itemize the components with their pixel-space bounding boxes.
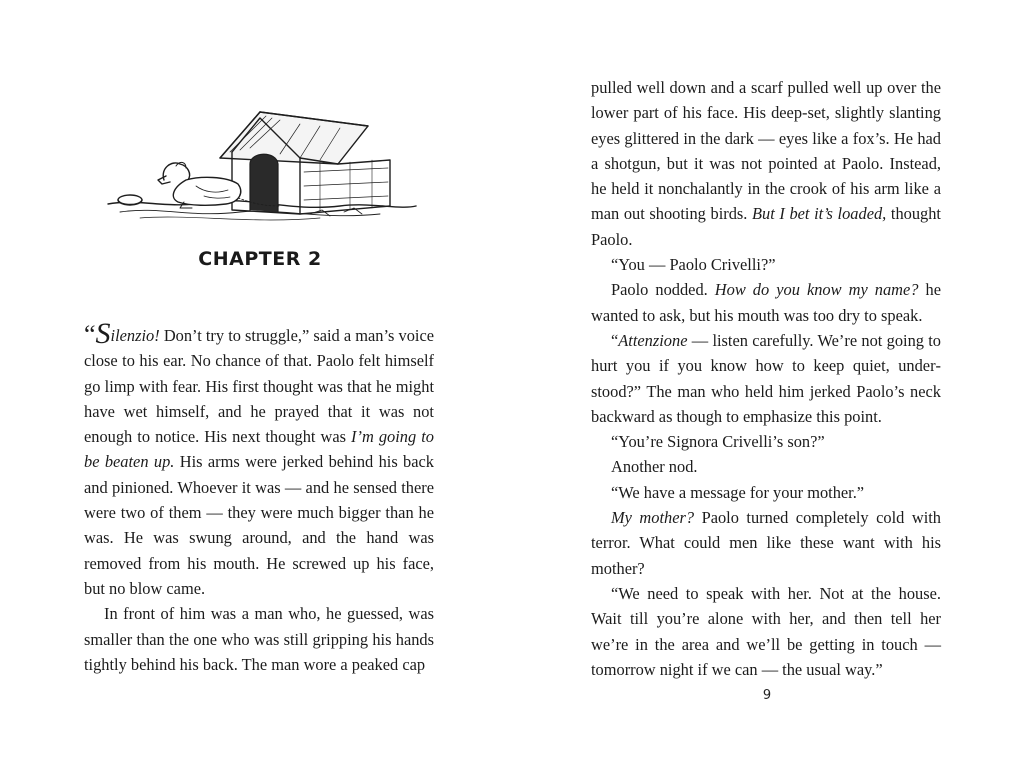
drop-cap-letter: S [95, 317, 111, 350]
paragraph-message: “We have a message for your mother.” [611, 482, 865, 502]
right-page-body [591, 75, 941, 682]
paragraph-2: In front of him was a man who, he guessed, was smaller than the one who was still gripping his hands tightly behind his back. The man wore a peaked cap [84, 604, 434, 674]
opening-italic-word: ilenzio! [110, 326, 160, 345]
italic-question: How do you know my name? [714, 280, 919, 300]
paragraph-attenzione [591, 328, 941, 429]
paragraph-another-nod: Another nod. [611, 457, 698, 477]
nodded-text: Paolo nodded. [611, 280, 715, 300]
right-page [512, 0, 1024, 762]
italic-attenzione: Attenzione [618, 330, 688, 350]
paragraph-signora: “You’re Signora Crivelli’s son?” [611, 432, 825, 452]
italic-my-mother: My mother? [611, 508, 695, 528]
left-page-body [84, 317, 434, 677]
doghouse-dog-illustration-icon [100, 102, 420, 230]
opening-text-1: Don’t try to struggle,” said a man’s voice close to his ear. No chance of that. Paolo felt himself go limp with fear. His first thought was that he might have wet himself, and he prayed that it was not enough to notice. His next thought was [84, 326, 434, 447]
nodded-text-end: he wanted to ask, but his mouth was too dry to speak. [591, 280, 942, 325]
chapter-heading: CHAPTER 2 [198, 248, 322, 270]
italic-thought: But I bet it’s loaded, [752, 204, 887, 224]
paragraph-paolo-nodded [591, 277, 941, 328]
paragraph-speak-with-her: “We need to speak with her. Not at the house. Wait till you’re alone with her, and then tell her we’re in the area and we’ll be getting in touch — tomorrow night if we can — the usual way.” [591, 583, 941, 679]
opening-italic-thought: I’m going to be beaten up. [84, 427, 434, 472]
opening-text-2: His arms were jerked behind his back and pinioned. Whoever it was — and he sensed there were two of them — they were much bigger than he was. He was swung around, and the hand was removed from his mouth. He screwed up his face, but no blow came. [84, 452, 434, 598]
my-mother-text: Paolo turned completely cold with terror. What could men like these want with his mother? [591, 508, 941, 578]
page-number: 9 [762, 688, 772, 703]
continued-paragraph [591, 75, 941, 252]
continued-text: pulled well down and a scarf pulled well up over the lower part of his face. His deep-set, slightly slanting eyes glittered in the dark — eyes like a fox’s. He had a shotgun, but it was not pointed at Paolo. Instead, he held it nonchalantly in the crook of his arm like a man out shooting birds. [591, 78, 941, 224]
paragraph-my-mother [591, 505, 941, 581]
attenzione-text: — listen carefully. We’re not going to hurt you if you know how to keep quiet, understood?” The man who held him jerked Paolo’s neck backward as though to emphasize this point. [591, 330, 941, 426]
quote-open: “ [611, 330, 619, 350]
opening-paragraph [84, 317, 434, 601]
continued-text-end: thought Paolo. [591, 204, 941, 249]
opening-quote-mark: “ [84, 320, 96, 349]
paragraph-you-paolo: “You — Paolo Crivelli?” [611, 255, 776, 275]
